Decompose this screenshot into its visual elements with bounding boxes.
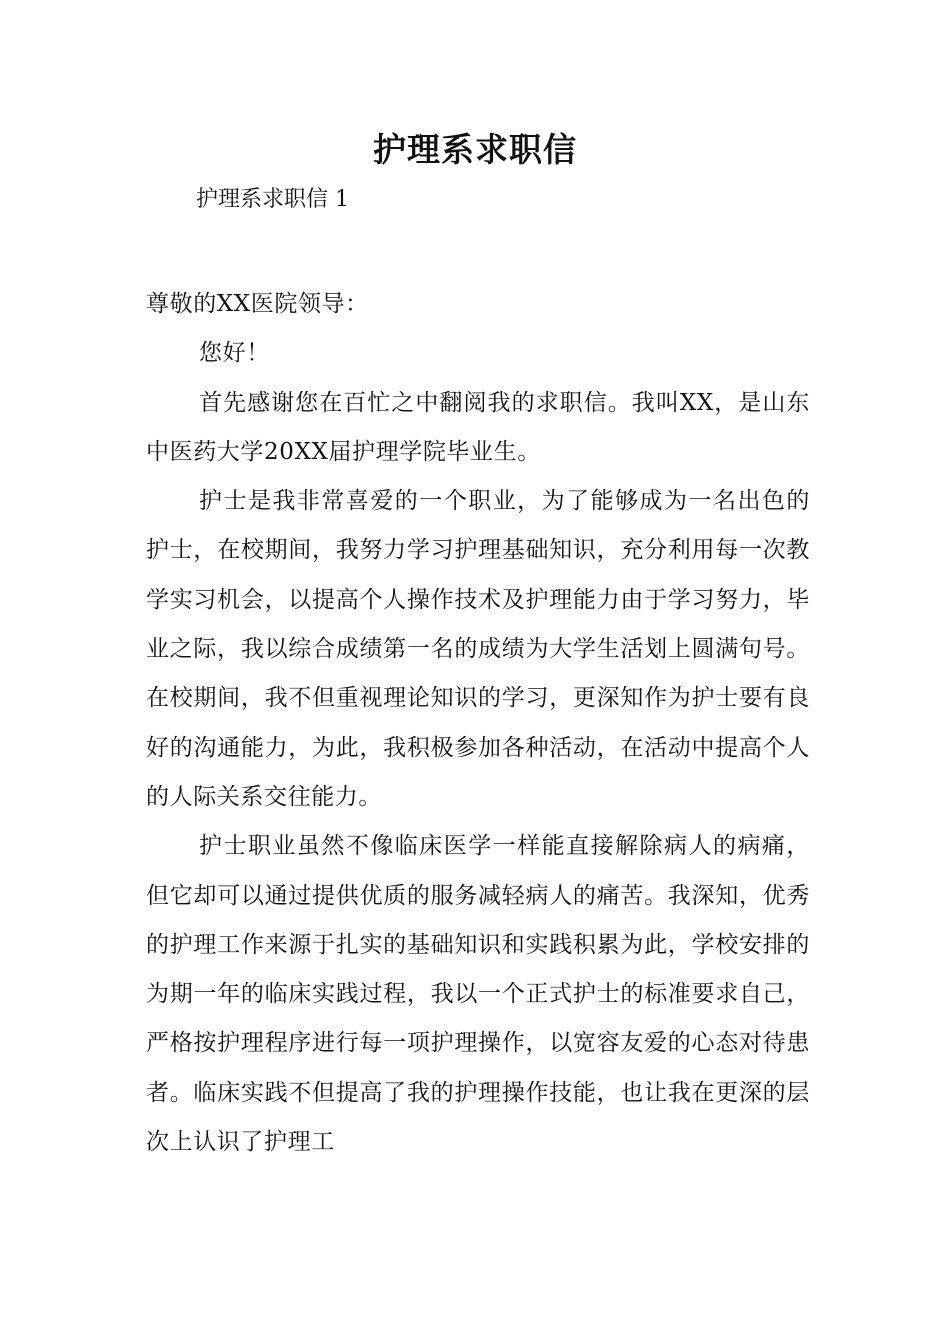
page-title: 护理系求职信: [373, 130, 577, 169]
paragraph-study: 护士是我非常喜爱的一个职业，为了能够成为一名出色的护士，在校期间，我努力学习护理基础知识，充分利用每一次教学实习机会，以提高个人操作技术及护理能力由于学习努力，毕业之际，我以综合成绩第一名的成绩为大学生活划上圆满句号。在校期间，我不但重视理论知识的学习，更深知作为护士要有良好的沟通能力，为此，我积极参加各种活动，在活动中提高个人的人际关系交往能力。: [146, 488, 810, 810]
letter-body: [146, 280, 810, 1167]
paragraph-intro: 首先感谢您在百忙之中翻阅我的求职信。我叫XX，是山东中医药大学20XX届护理学院毕业生。: [146, 389, 810, 465]
salutation: 尊敬的XX医院领导：: [146, 291, 369, 317]
section-subtitle: 护理系求职信 1: [196, 187, 349, 212]
paragraph-practice: 护士职业虽然不像临床医学一样能直接解除病人的病痛，但它却可以通过提供优质的服务减轻病人的痛苦。我深知，优秀的护理工作来源于扎实的基础知识和实践积累为此，学校安排的为期一年的临床实践过程，我以一个正式护士的标准要求自己，严格按护理程序进行每一项护理操作，以宽容友爱的心态对待患者。临床实践不但提高了我的护理操作技能，也让我在更深的层次上认识了护理工: [146, 833, 810, 1156]
greeting: 您好！: [199, 340, 270, 367]
